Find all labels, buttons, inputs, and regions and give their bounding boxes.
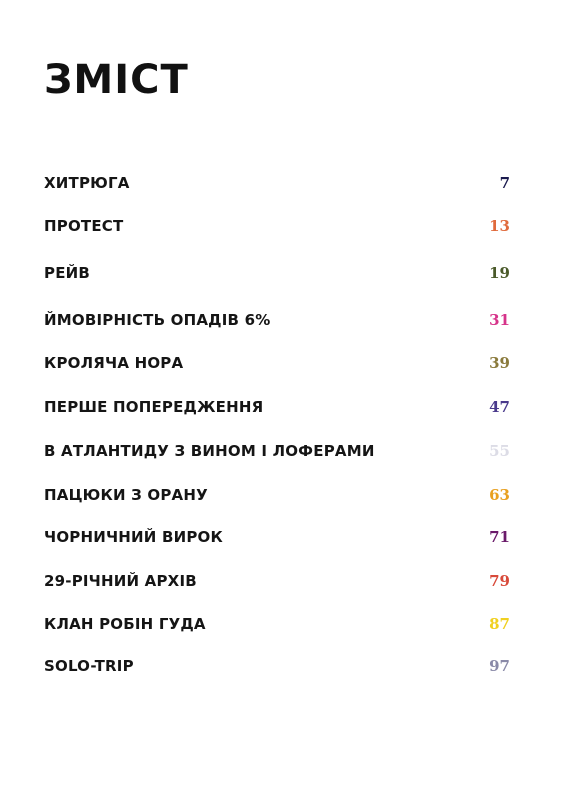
toc-entry-page: 97 xyxy=(489,657,510,675)
toc-entry xyxy=(44,651,510,681)
toc-entry-page: 79 xyxy=(489,572,510,590)
toc-entry-page: 87 xyxy=(489,615,510,633)
toc-entry-title: ПРОТЕСТ xyxy=(44,217,124,235)
toc-entry xyxy=(44,258,510,288)
toc-entry xyxy=(44,168,510,198)
toc-entry-title: ЙМОВІРНІСТЬ ОПАДІВ 6% xyxy=(44,311,271,329)
page-title: ЗМІСТ xyxy=(44,57,189,103)
toc-entry xyxy=(44,480,510,510)
toc-entry-page: 47 xyxy=(489,398,510,416)
toc-entry-title: КЛАН РОБІН ГУДА xyxy=(44,615,206,633)
toc-entry-page: 7 xyxy=(499,174,510,192)
toc-entry xyxy=(44,392,510,422)
toc-entry-title: РЕЙВ xyxy=(44,264,91,282)
toc-entry-page: 31 xyxy=(489,311,510,329)
toc-entry-page: 39 xyxy=(489,354,510,372)
toc-entry-title: В АТЛАНТИДУ З ВИНОМ І ЛОФЕРАМИ xyxy=(44,442,375,460)
toc-entry-page: 71 xyxy=(489,528,510,546)
toc-entry-page: 19 xyxy=(489,264,510,282)
toc-entry xyxy=(44,522,510,552)
toc-entry xyxy=(44,305,510,335)
toc-entry xyxy=(44,436,510,466)
toc-entry xyxy=(44,566,510,596)
toc-entry xyxy=(44,211,510,241)
toc-entry-page: 13 xyxy=(489,217,510,235)
toc-entry-title: КРОЛЯЧА НОРА xyxy=(44,354,184,372)
toc-entry-title: ЧОРНИЧНИЙ ВИРОК xyxy=(44,528,223,546)
toc-entry-page: 55 xyxy=(489,442,510,460)
toc-entry-title: ПАЦЮКИ З ОРАНУ xyxy=(44,486,208,504)
toc-entry xyxy=(44,348,510,378)
toc-entry-title: 29-РІЧНИЙ АРХІВ xyxy=(44,572,197,590)
toc-entry-page: 63 xyxy=(489,486,510,504)
toc-entry-title: ПЕРШЕ ПОПЕРЕДЖЕННЯ xyxy=(44,398,264,416)
toc-entry xyxy=(44,609,510,639)
toc-entry-title: ХИТРЮГА xyxy=(44,174,130,192)
toc-entry-title: SOLO-TRIP xyxy=(44,657,134,675)
